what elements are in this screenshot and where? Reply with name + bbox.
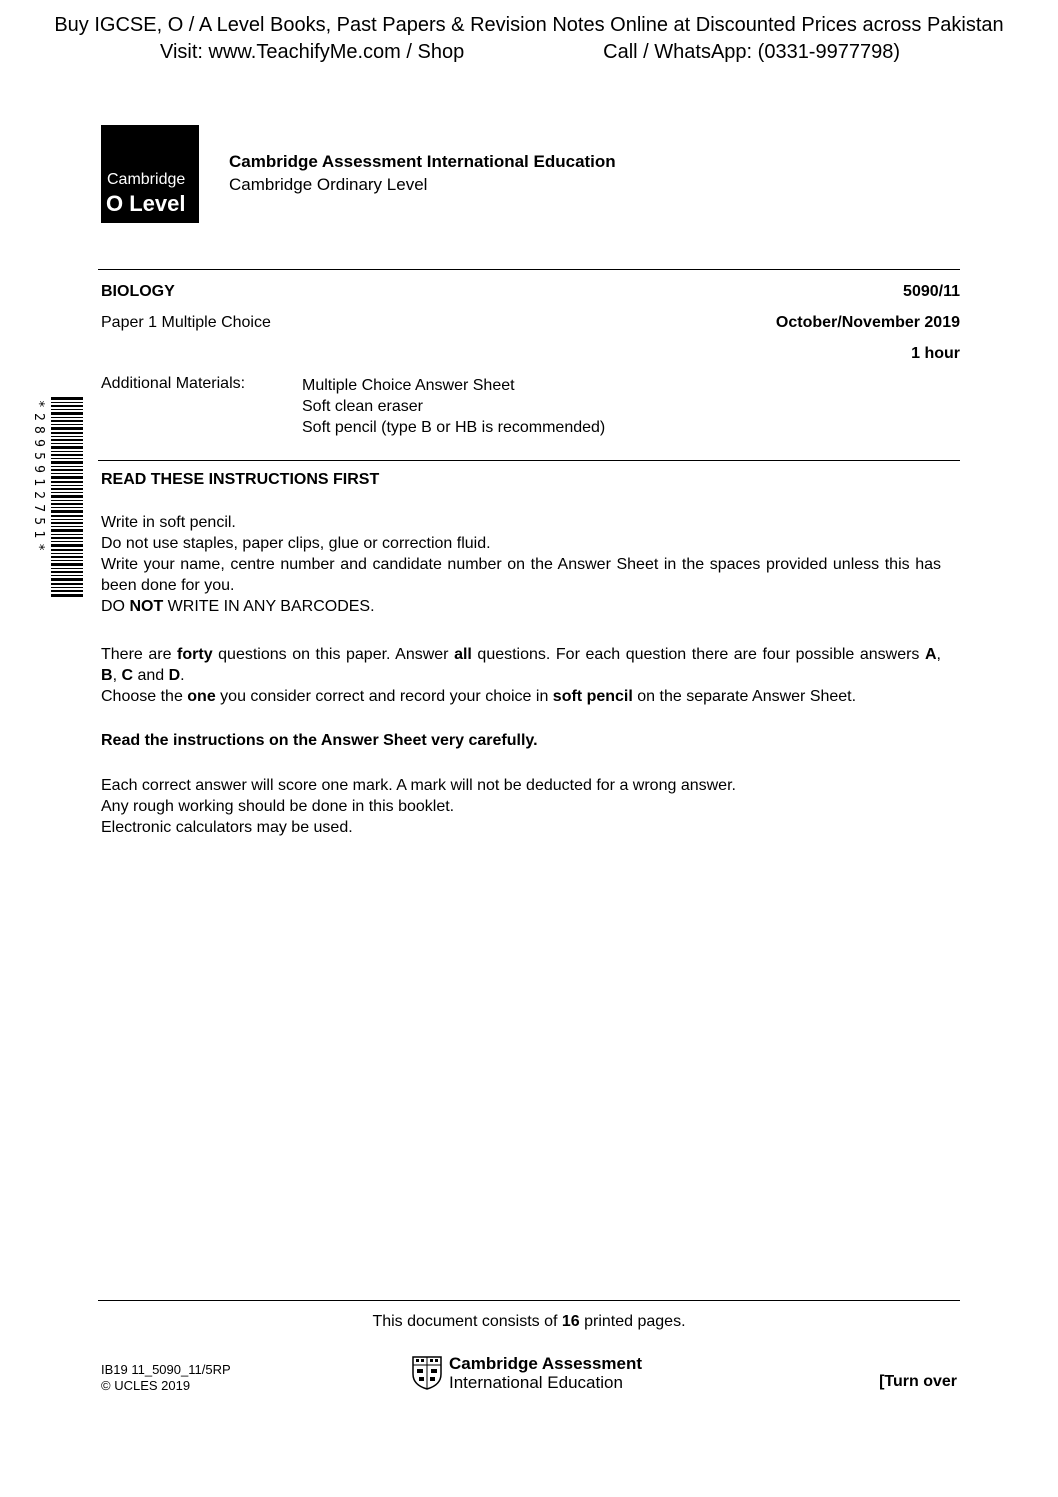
material-item: Multiple Choice Answer Sheet [302,377,515,394]
material-item: Soft pencil (type B or HB is recommended) [302,419,606,436]
divider [98,460,960,461]
cambridge-o-level-logo [101,125,199,223]
instruction-line: There are forty questions on this paper. Answer all questions. For each question there are four possible answers A, B, C and D. [101,646,941,684]
answer-sheet-notice: Read the instructions on the Answer Sheet very carefully. [101,732,538,749]
exam-duration: 1 hour [911,345,960,362]
instruction-line: DO NOT WRITE IN ANY BARCODES. [101,598,375,615]
logo-line2: O Level [106,191,186,216]
instructions-block-3 [101,775,941,838]
logo-line1: Cambridge [107,171,186,188]
promo-visit-text: Visit: www.TeachifyMe.com / Shop [160,41,465,63]
instruction-line: Choose the one you consider correct and record your choice in soft pencil on the separate Answer Sheet. [101,688,857,705]
material-item: Soft clean eraser [302,398,423,415]
promo-call-text: Call / WhatsApp: (0331-9977798) [603,41,900,63]
barcode-number: *2895912751* [31,400,46,557]
instruction-line: Any rough working should be done in this booklet. [101,798,455,815]
org-name: Cambridge Assessment International Education [229,152,616,171]
syllabus-code: 5090/11 [903,283,960,300]
exam-session: October/November 2019 [775,314,960,331]
barcode [51,397,83,597]
instructions-heading: READ THESE INSTRUCTIONS FIRST [101,471,380,488]
turn-over: [Turn over [879,1373,957,1390]
cambridge-assessment-name: Cambridge Assessment International Education [449,1354,643,1392]
instruction-line: Do not use staples, paper clips, glue or correction fluid. [101,535,491,552]
divider [98,269,960,270]
document-reference [101,1362,231,1394]
instructions-block-2 [101,644,941,707]
instruction-line: Write in soft pencil. [101,514,236,531]
divider [98,1300,960,1301]
subject-title: BIOLOGY [101,283,175,300]
promo-banner-line1: Buy IGCSE, O / A Level Books, Past Papers & Revision Notes Online at Discounted Prices across Pakistan [54,14,1004,36]
qualification-level: Cambridge Ordinary Level [229,175,428,194]
instructions-block-1 [101,512,941,617]
materials-label: Additional Materials: [101,375,246,392]
instruction-line: Each correct answer will score one mark. A mark will not be deducted for a wrong answer. [101,777,736,794]
promo-banner-line2 [160,41,900,64]
reference-code: IB19 11_5090_11/5RP [101,1362,231,1377]
instruction-line: Write your name, centre number and candidate number on the Answer Sheet in the spaces provided unless this has been done for you. [101,556,941,594]
instruction-line: Electronic calculators may be used. [101,819,353,836]
paper-title: Paper 1 Multiple Choice [101,314,271,331]
copyright: © UCLES 2019 [101,1378,191,1393]
materials-list [302,375,605,438]
page-count: This document consists of 16 printed pages. [372,1313,686,1330]
cambridge-crest-icon [412,1356,442,1390]
